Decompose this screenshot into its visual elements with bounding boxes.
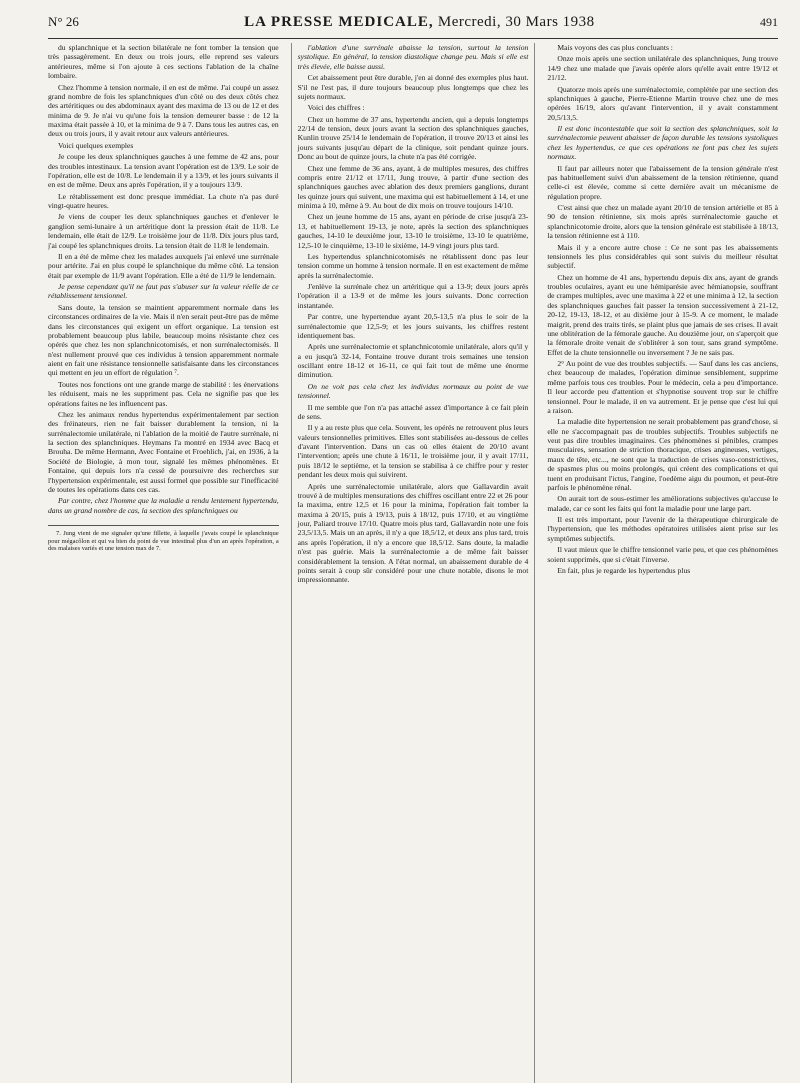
paragraph: Il vaut mieux que le chiffre tensionnel varie peu, et que ces phénomènes soient supprimés, que si c'était l'inverse.	[547, 545, 779, 564]
paragraph: Il est très important, pour l'avenir de la thérapeutique chirurgicale de l'hypertension, que les méthodes opératoires utilisées aient prise sur les symptômes subjectifs.	[547, 515, 779, 543]
paragraph: J'enlève la surrénale chez un artéritique qui a 13-9; deux jours après l'opération il a 13-9 et de même les jours suivants. Donc correction instantanée.	[297, 282, 529, 310]
paragraph: Mais voyons des cas plus concluants :	[557, 43, 673, 52]
paragraph: Chez un jeune homme de 15 ans, ayant en période de crise jusqu'à 23-13, et habituellement 19-13, je note, après la section des splanchniques gauches, 14-10 le deuxième jour, 13-10 le troisième, 13-10 le quatrième, 12,5-10 le cinquième, 13-10 le sixième, 14-9 vingt jours plus tard.	[297, 212, 529, 250]
paragraph: Voici des chiffres :	[307, 103, 365, 113]
paragraph: Je pense cependant qu'il ne faut pas s'abuser sur la valeur réelle de ce rétablissement tensionnel.	[48, 282, 279, 301]
page-header	[48, 14, 778, 39]
paragraph: En fait, plus je regarde les hypertendus plus	[557, 565, 691, 575]
paragraph: Cet abaissement peut être durable, j'en ai donné des exemples plus haut. S'il ne l'est pas, il dure toujours beaucoup plus longtemps que chez les sujets normaux.	[297, 73, 529, 101]
paragraph: Quatorze mois après une surrénalectomie, complétée par une section des splanchniques à gauche, Pierre-Etienne Martin trouve chez une de mes opérées 16/19, alors qu'avant l'intervention, il y avait constamment 20,5/13,5.	[547, 84, 779, 122]
paragraph: Chez un homme de 37 ans, hypertendu ancien, qui a depuis longtemps 22/14 de tension, deux jours avant la section des splanchniques gauches, Kunlin trouve 25/14 le lendemain de l'opération, il trouve 20/13 et ainsi les jours suivants jusqu'au départ de la clinique, soit pendant quinze jours. Donc au bout de quinze jours, la chute n'a pas été corrigée.	[297, 114, 529, 162]
issue-number: N° 26	[48, 14, 79, 29]
paragraph: On aurait tort de sous-estimer les améliorations subjectives qu'accuse le malade, car ce sont les faits qui font la maladie pour une large part.	[547, 494, 779, 513]
paragraph: l'ablation d'une surrénale abaisse la tension, surtout la tension systolique. En général, la tension diastolique change peu. Mais si elle est très élevée, elle baisse aussi.	[297, 43, 529, 71]
paragraph: La maladie dite hypertension ne serait probablement pas grand'chose, si elle ne s'accompagnait pas de troubles subjectifs. Troubles subjectifs ne veut pas dire troubles imaginaires. Ces phénomènes si pénibles, crampes musculaires, sensation de striction thoracique, crises angineuses, vertiges, maux de tête, etc..., ne sont que la traduction de crises vaso-constrictives, de spasmes plus ou moins prolongés, qui créent des complications et qui tuent en produisant l'ictus, l'angine, l'oedème aigu du poumon, et peut-être parfois le phénomène rénal.	[547, 417, 779, 492]
paragraph: Chez les animaux rendus hypertendus expérimentalement par section des fréinateurs, rien ne fait baisser durablement la tension, ni la surrénalectomie unilatérale, ni l'ablation de la moitié de l'autre surrénale, ni la section des splanchniques. Heymans l'a montré en 1934 avec Bacq et Brouha. De même Hermann, Avec Fontaine et Froehlich, j'ai, en 1936, à la Société de Biologie, à mon tour, signalé les mêmes phénomènes. Et Fontaine, qui depuis lors n'a cessé de poursuivre des recherches sur l'hypertension expérimentale, est aussi formel que possible sur l'inefficacité de toutes les opérations dans ces cas.	[48, 409, 279, 494]
paragraph: C'est ainsi que chez un malade ayant 20/10 de tension artérielle et 85 à 90 de tension rétinienne, six mois après surrénalectomie gauche et splanchnicotomie droite, alors que la tension générale est stabilisée à 18/13, la tension rétinienne est à 110.	[547, 203, 779, 241]
paragraph: Onze mois après une section unilatérale des splanchniques, Jung trouve 14/9 chez une malade que j'avais opérée alors qu'elle avait entre 19/12 et 21/12.	[547, 54, 779, 83]
paragraph: Chez un homme de 41 ans, hypertendu depuis dix ans, ayant de grands troubles oculaires, ayant eu une hémiparésie avec hémianopsie, souffrant de crampes multiples, avec une maxima à 22 et une minima à 12, la section des splanchniques gauches fait passer la tension successivement à 21-12, 20-12, 19-13, 18-12, et au dixième jour à 15-9. A ce moment, le malade maigrit, prend des traits tirés, se plaint plus que jamais de ses crises. Il avait une oblitération de la fémorale gauche. Au douzième jour, on s'aperçoit que la fémorale droite venait de s'oblitérer à son tour, sans grand symptôme. Effet de la chute tensionnelle ou inversement ? Je ne sais pas.	[547, 272, 779, 357]
paragraph: Toutes nos fonctions ont une grande marge de stabilité : les énervations les réduisent, mais ne les suppriment pas. Cela ne signifie pas que les opérations faites ne les influencent pas.	[48, 379, 279, 408]
paragraph: Les hypertendus splanchnicotomisés ne rétablissent donc pas leur tension comme un homme à tension normale. Il en est exactement de même après la surrénalectomie.	[297, 251, 529, 280]
column-middle	[291, 43, 536, 1083]
paragraph: Le rétablissement est donc presque immédiat. La chute n'a pas duré vingt-quatre heures.	[48, 191, 279, 210]
paragraph: Par contre, une hypertendue ayant 20,5-13,5 n'a plus le soir de la surrénalectomie que 12,5-9; et les jours suivants, les chiffres restent identiquement bas.	[297, 312, 529, 340]
paragraph: Chez l'homme à tension normale, il en est de même. J'ai coupé un assez grand nombre de fois les splanchniques d'un côté ou des deux côtés chez des artéritiques ou des abdominaux ayant des maxima de 13 ou de 12 et des minima de 9. Je n'ai vu qu'une fois la tension demeurer basse : de 12 la maxima était passée à 10, et la minima de 9 à 7. Dans tous les autres cas, en deux ou trois jours, il y avait retour aux valeurs antérieures.	[48, 82, 279, 139]
page-number: 491	[759, 15, 778, 29]
running-title	[244, 14, 595, 31]
paragraph: Je viens de couper les deux splanchniques gauches et d'enlever le ganglion semi-lunaire à un artéritique dont la pression était de 11/8. Le lendemain, elle était de 12/9. Le troisième jour de 11/8. Dix jours plus tard, j'ai coupé les splanchniques droits. La tension était de 11/8 le lendemain.	[48, 212, 279, 250]
paragraph: On ne voit pas cela chez les individus normaux au point de vue tensionnel.	[297, 381, 529, 401]
paragraph: 2° Au point de vue des troubles subjectifs. — Sauf dans les cas anciens, chez beaucoup de malades, l'opération diminue sensiblement, supprime même parfois tous ces troubles. Pour le médecin, cela a peu d'importance. Il leur accorde peu d'attention et s'hypnotise souvent trop sur le chiffre tensionnel. Pour le malade, il en va autrement. Et je pense que c'est lui qui a raison.	[547, 359, 779, 415]
paragraph: Il est donc incontestable que soit la section des splanchniques, soit la surrénalectomie peuvent abaisser de façon durable les tensions systoliques chez les hypertendus, ce que ces opérations ne font pas chez les sujets normaux.	[547, 124, 779, 162]
paragraph: Après une surrénalectomie unilatérale, alors que Gallavardin avait trouvé à de multiples mensurations des chiffres oscillant entre 22 et 26 pour la maxima, entre 12,5 et 16 pour la minima, l'opération fait tomber la maxima à 20/15, puis à 19/13, puis à 18/12, puis 17/10, et au vingtième jour, Paliard trouve 17/10. Quatre mois plus tard, Gallavardin note une fois 23,5/13,5. Mais un an après, il n'y a que 18,5/12, et deux ans plus tard, trois ans après l'opération, il n'y a encore que 18,5/12. Sans doute, la maladie n'est pas guérie. Mais la surrénalectomie a de même fait baisser considérablement la tension. A l'état normal, un abaissement durable de 4 points serait à coup sûr considéré pour une chute notable, disons le mot impressionnante.	[297, 481, 529, 585]
text-columns	[48, 43, 778, 1083]
publication-name: LA PRESSE MEDICALE,	[244, 14, 434, 30]
footnote	[48, 525, 279, 553]
paragraph: Je coupe les deux splanchniques gauches à une femme de 42 ans, pour des troubles intestinaux. La tension avant l'opération est de 13/9. Le soir de l'opération, elle est de 10/8. Le lendemain il y a 13/9, et les jours suivants il en est de même. Deux ans après l'opération, il y a toujours 13/9.	[48, 152, 279, 190]
paragraph: Après une surrénalectomie et splanchnicotomie unilatérale, alors qu'il y a eu jusqu'à 32-14, Fontaine trouve durant trois semaines une tension oscillant entre 18-12 et 16-11, ce qui fait tout de même une énorme diminution.	[297, 342, 529, 380]
paragraph: Il y a au reste plus que cela. Souvent, les opérés ne retrouvent plus leurs valeurs tensionnelles primitives. Elles sont stabilisées au-dessous de celles d'avant l'intervention. Dans un cas où elles étaient de 20/10 avant l'intervention; après une chute à 16/11, le troisième jour, il y avait 17/11, puis 18/12 le septième, et la tension se stabilisa à ce chiffre pour y rester pendant les deux mois qui suivirent.	[297, 423, 529, 480]
footnote-text: 7. Jung vient de me signaler qu'une fillette, à laquelle j'avais coupé le splanchnique pour mégacôlon et qui va bien du point de vue intestinal plus d'un an après l'opération, a des malaises variés et une tension max de 7.	[48, 530, 279, 553]
paragraph: Sans doute, la tension se maintient apparemment normale dans les circonstances ordinaires de la vie. Mais il n'en serait peut-être pas de même dans les circonstances qui exigent un effort organique. La tension est probablement beaucoup plus labile, beaucoup moins résistante chez ces opérés que chez les non splanchnicotomisés, et non surrénalectomisés. Il n'est nullement prouvé que ces individus à tension apparemment normale aient en fait une résistance tensionnelle satisfaisante dans les circonstances qui mettent en jeu un effort de régulation ⁷.	[48, 302, 279, 378]
issue-date: Mercredi, 30 Mars 1938	[437, 14, 595, 30]
paragraph: Mais il y a encore autre chose : Ce ne sont pas les abaissements tensionnels les plus considérables qui sont suivis du meilleur résultat subjectif.	[547, 242, 779, 271]
paragraph: Voici quelques exemples	[58, 140, 134, 150]
paragraph: Par contre, chez l'homme que la maladie a rendu lentement hypertendu, dans un grand nombre de cas, la section des splanchniques ou	[48, 496, 279, 515]
column-right	[547, 43, 778, 1083]
paragraph: Il faut par ailleurs noter que l'abaissement de la tension générale n'est pas habituellement suivi d'un abaissement de la tension rétinienne, quand celle-ci est élevée, comme si cette dernière avait un mécanisme de régulation propre.	[547, 163, 779, 201]
paragraph: Il me semble que l'on n'a pas attaché assez d'importance à ce fait plein de sens.	[297, 402, 529, 421]
column-left	[48, 43, 279, 1083]
paragraph: Il en a été de même chez les malades auxquels j'ai enlevé une surrénale pour artérite. J'ai en plus coupé le splanchnique du même côté. La tension était par exemple de 11/9 avant l'opération. Elle a été de 11/9 le lendemain.	[48, 251, 279, 280]
paragraph: du splanchnique et la section bilatérale ne font tomber la tension que très passagèrement. En deux ou trois jours, elle reprend ses valeurs antérieures, même si l'on ajoute à ces sections l'ablation de la chaîne lombaire.	[48, 43, 279, 81]
paragraph: Chez une femme de 36 ans, ayant, à de multiples mesures, des chiffres compris entre 21/12 et 17/11, Jung trouve, à partir d'une section des splanchniques gauches avec ablation des deux premiers ganglions, durant les quinze jours qui suivent, une maxima qui est habituellement à 14, et une minima à 10, même à 9. Au bout de dix mois on trouve toujours 14/10.	[297, 163, 529, 210]
